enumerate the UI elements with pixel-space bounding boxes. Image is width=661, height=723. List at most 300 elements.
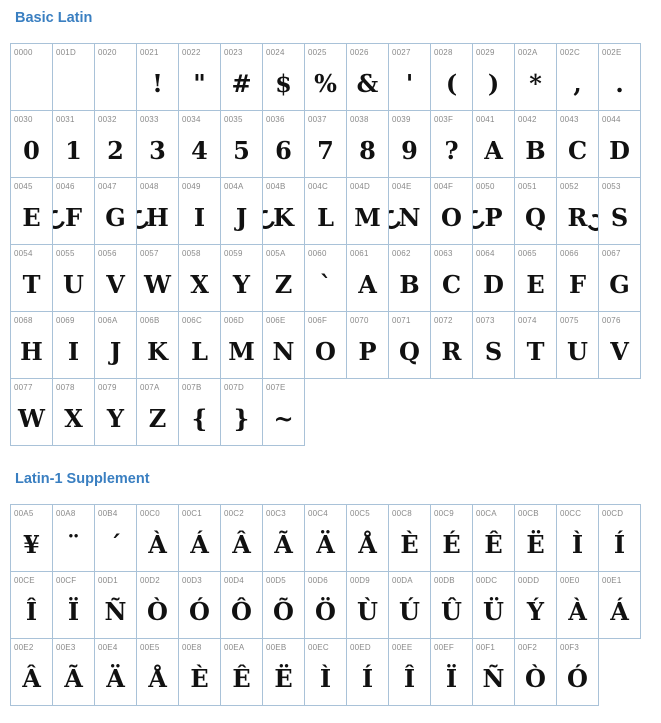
glyph-sample: D — [483, 270, 504, 299]
glyph-cell — [557, 245, 599, 312]
glyph-sample: Ê — [232, 664, 251, 693]
glyph-cell — [221, 178, 263, 245]
glyph-cell — [53, 312, 95, 379]
glyph-sample: P — [473, 203, 514, 233]
glyph-sample: U — [567, 337, 588, 366]
glyph-sample: C — [441, 270, 462, 299]
glyph-code: 0071 — [392, 316, 411, 325]
glyph-cell — [263, 178, 305, 245]
glyph-code: 0063 — [434, 249, 453, 258]
glyph-sample: 8 — [359, 136, 376, 165]
glyph-code: 0028 — [434, 48, 453, 57]
glyph-code: 00D9 — [350, 576, 370, 585]
glyph-code: 0075 — [560, 316, 579, 325]
glyph-cell — [473, 572, 515, 639]
glyph-sample: H — [137, 203, 178, 233]
glyph-code: 0022 — [182, 48, 201, 57]
glyph-sample: 4 — [191, 136, 208, 165]
glyph-code: 0000 — [14, 48, 33, 57]
glyph-cell — [347, 44, 389, 111]
glyph-cell — [263, 572, 305, 639]
glyph-code: 00CE — [14, 576, 35, 585]
glyph-cell — [221, 245, 263, 312]
glyph-code: 002E — [602, 48, 622, 57]
glyph-sample: " — [193, 69, 206, 98]
glyph-sample: Q — [399, 337, 420, 366]
glyph-code: 006B — [140, 316, 160, 325]
glyph-cell — [179, 111, 221, 178]
glyph-cell — [557, 505, 599, 572]
glyph-code: 00EE — [392, 643, 413, 652]
glyph-sample: I — [67, 337, 80, 366]
glyph-code: 00E5 — [140, 643, 160, 652]
glyph-code: 0074 — [518, 316, 537, 325]
glyph-sample: ¨ — [67, 530, 80, 559]
glyph-grid-latin-1-supplement — [10, 504, 641, 706]
glyph-code: 00EF — [434, 643, 454, 652]
glyph-code: 0029 — [476, 48, 495, 57]
glyph-code: 007E — [266, 383, 286, 392]
glyph-sample: Ë — [526, 530, 545, 559]
glyph-sample: S — [610, 203, 629, 232]
glyph-cell — [431, 639, 473, 706]
glyph-sample: Z — [274, 270, 293, 299]
section-title-basic-latin: Basic Latin — [15, 10, 93, 26]
glyph-sample: Ñ — [104, 597, 127, 626]
glyph-sample: Û — [441, 597, 462, 626]
glyph-code: 001D — [56, 48, 76, 57]
glyph-code: 00F2 — [518, 643, 538, 652]
glyph-code: 0043 — [560, 115, 579, 124]
glyph-code: 00DA — [392, 576, 413, 585]
glyph-code: 0070 — [350, 316, 369, 325]
glyph-cell — [95, 379, 137, 446]
glyph-sample: I — [193, 203, 206, 232]
glyph-code: 00A8 — [56, 509, 76, 518]
glyph-sample: Ã — [64, 664, 83, 693]
glyph-cell — [137, 572, 179, 639]
glyph-sample: * — [529, 69, 542, 98]
glyph-sample: Y — [106, 404, 125, 433]
glyph-cell — [263, 44, 305, 111]
glyph-code: 00DC — [476, 576, 498, 585]
glyph-cell — [599, 505, 641, 572]
glyph-code: 00DD — [518, 576, 540, 585]
glyph-cell — [389, 111, 431, 178]
glyph-cell — [347, 312, 389, 379]
glyph-sample: Î — [25, 597, 38, 626]
glyph-cell — [11, 639, 53, 706]
glyph-cell — [179, 312, 221, 379]
glyph-code: 0059 — [224, 249, 243, 258]
glyph-cell — [347, 178, 389, 245]
glyph-sample: F — [53, 203, 94, 233]
glyph-code: 0036 — [266, 115, 285, 124]
glyph-code: 006A — [98, 316, 118, 325]
glyph-cell — [137, 312, 179, 379]
glyph-sample: W — [144, 270, 171, 299]
glyph-code: 007B — [182, 383, 202, 392]
glyph-code: 0027 — [392, 48, 411, 57]
glyph-cell — [473, 178, 515, 245]
glyph-cell — [11, 245, 53, 312]
glyph-cell — [11, 44, 53, 111]
glyph-cell — [179, 379, 221, 446]
glyph-code: 0034 — [182, 115, 201, 124]
glyph-cell — [11, 312, 53, 379]
glyph-sample: 9 — [401, 136, 418, 165]
glyph-sample: 5 — [233, 136, 250, 165]
glyph-cell — [221, 379, 263, 446]
glyph-cell — [305, 44, 347, 111]
glyph-sample: Á — [610, 597, 629, 626]
glyph-code: 0041 — [476, 115, 495, 124]
glyph-sample: ? — [444, 136, 459, 165]
glyph-cell — [137, 505, 179, 572]
glyph-cell — [515, 178, 557, 245]
glyph-cell — [557, 572, 599, 639]
glyph-code: 007A — [140, 383, 160, 392]
glyph-cell — [53, 111, 95, 178]
glyph-code: 00E4 — [98, 643, 118, 652]
glyph-code: 0032 — [98, 115, 117, 124]
glyph-code: 0065 — [518, 249, 537, 258]
glyph-code: 0025 — [308, 48, 327, 57]
glyph-cell — [305, 178, 347, 245]
glyph-cell — [53, 505, 95, 572]
glyph-cell — [95, 111, 137, 178]
glyph-cell — [473, 505, 515, 572]
glyph-cell — [221, 44, 263, 111]
glyph-sample: $ — [275, 69, 292, 98]
glyph-sample: Å — [358, 530, 377, 559]
glyph-sample: Ú — [399, 597, 420, 626]
glyph-cell — [95, 245, 137, 312]
glyph-sample: B — [399, 270, 420, 299]
glyph-sample: Ï — [445, 664, 458, 693]
glyph-sample: 7 — [317, 136, 334, 165]
glyph-code: 0062 — [392, 249, 411, 258]
glyph-sample: J — [235, 203, 248, 232]
glyph-code: 00D3 — [182, 576, 202, 585]
glyph-sample: ( — [445, 69, 458, 98]
glyph-cell — [305, 572, 347, 639]
glyph-cell — [95, 639, 137, 706]
glyph-sample: Z — [148, 404, 167, 433]
glyph-sample: E — [22, 203, 41, 232]
glyph-cell — [473, 245, 515, 312]
glyph-code: 0042 — [518, 115, 537, 124]
glyph-sample: Ï — [67, 597, 80, 626]
glyph-cell — [389, 178, 431, 245]
glyph-code: 00ED — [350, 643, 371, 652]
glyph-cell — [431, 505, 473, 572]
glyph-cell — [137, 44, 179, 111]
glyph-sample: L — [317, 203, 334, 232]
glyph-sample: ´ — [109, 530, 122, 559]
glyph-sample: D — [609, 136, 630, 165]
glyph-code: 00EC — [308, 643, 329, 652]
glyph-code: 0033 — [140, 115, 159, 124]
glyph-code: 00D4 — [224, 576, 244, 585]
glyph-cell — [431, 245, 473, 312]
glyph-cell — [599, 572, 641, 639]
glyph-sample: Ü — [483, 597, 504, 626]
glyph-sample: G — [609, 270, 630, 299]
glyph-sample: Õ — [273, 597, 294, 626]
glyph-cell — [557, 639, 599, 706]
glyph-sample: , — [573, 69, 582, 98]
glyph-cell — [557, 178, 599, 245]
glyph-sample: Ý — [526, 597, 545, 626]
glyph-sample: Q — [525, 203, 546, 232]
glyph-cell — [389, 312, 431, 379]
glyph-cell — [305, 111, 347, 178]
glyph-cell — [221, 572, 263, 639]
glyph-cell — [515, 572, 557, 639]
glyph-cell — [53, 639, 95, 706]
glyph-cell — [11, 572, 53, 639]
glyph-cell — [515, 111, 557, 178]
glyph-cell — [53, 178, 95, 245]
glyph-code: 0076 — [602, 316, 621, 325]
glyph-cell — [221, 312, 263, 379]
glyph-sample: Ñ — [482, 664, 505, 693]
glyph-sample: Ë — [274, 664, 293, 693]
glyph-sample: À — [568, 597, 587, 626]
glyph-sample: È — [400, 530, 419, 559]
glyph-code: 0039 — [392, 115, 411, 124]
glyph-sample: É — [442, 530, 461, 559]
glyph-code: 006C — [182, 316, 202, 325]
glyph-sample: Ù — [357, 597, 378, 626]
glyph-code: 00C5 — [350, 509, 370, 518]
glyph-code: 00CD — [602, 509, 624, 518]
glyph-cell — [179, 245, 221, 312]
glyph-cell — [137, 245, 179, 312]
glyph-sample: { — [191, 404, 208, 433]
glyph-sample: Ó — [567, 664, 588, 693]
glyph-sample: Í — [613, 530, 626, 559]
glyph-code: 006D — [224, 316, 244, 325]
glyph-cell — [95, 312, 137, 379]
glyph-sample: Ô — [231, 597, 252, 626]
glyph-cell — [473, 312, 515, 379]
glyph-cell — [137, 178, 179, 245]
glyph-cell — [557, 44, 599, 111]
glyph-code: 0023 — [224, 48, 243, 57]
glyph-code: 0038 — [350, 115, 369, 124]
glyph-code: 00CA — [476, 509, 497, 518]
glyph-code: 00C0 — [140, 509, 160, 518]
glyph-sample: Ö — [315, 597, 336, 626]
glyph-sample: L — [191, 337, 208, 366]
glyph-code: 00E1 — [602, 576, 622, 585]
glyph-code: 00B4 — [98, 509, 118, 518]
glyph-sample: O — [315, 337, 336, 366]
glyph-code: 0052 — [560, 182, 579, 191]
glyph-sample: Ã — [274, 530, 293, 559]
glyph-code: 00CC — [560, 509, 582, 518]
glyph-sample: Á — [190, 530, 209, 559]
glyph-cell — [95, 178, 137, 245]
glyph-cell — [95, 505, 137, 572]
glyph-sample: } — [233, 404, 250, 433]
glyph-sample: ' — [405, 69, 414, 98]
glyph-code: 0061 — [350, 249, 369, 258]
glyph-sample: F — [568, 270, 587, 299]
glyph-code: 006E — [266, 316, 286, 325]
glyph-sample: J — [109, 337, 122, 366]
glyph-cell — [599, 178, 641, 245]
glyph-code: 004D — [350, 182, 370, 191]
glyph-cell — [599, 44, 641, 111]
glyph-code: 002A — [518, 48, 538, 57]
glyph-cell — [95, 44, 137, 111]
glyph-cell — [179, 572, 221, 639]
glyph-sample: X — [190, 270, 209, 299]
glyph-sample: R — [441, 337, 462, 366]
glyph-code: 00A5 — [14, 509, 34, 518]
glyph-cell — [11, 379, 53, 446]
glyph-code: 006F — [308, 316, 328, 325]
glyph-code: 00E2 — [14, 643, 34, 652]
glyph-code: 005A — [266, 249, 286, 258]
glyph-cell — [347, 111, 389, 178]
glyph-cell — [557, 312, 599, 379]
glyph-cell — [137, 639, 179, 706]
glyph-code: 0058 — [182, 249, 201, 258]
glyph-cell — [263, 245, 305, 312]
glyph-sample: M — [228, 337, 255, 366]
glyph-code: 0067 — [602, 249, 621, 258]
glyph-cell — [473, 44, 515, 111]
glyph-code: 0024 — [266, 48, 285, 57]
glyph-cell — [389, 245, 431, 312]
glyph-sample: C — [567, 136, 588, 165]
glyph-sample: Ä — [106, 664, 125, 693]
glyph-cell — [263, 312, 305, 379]
glyph-cell — [179, 505, 221, 572]
glyph-code: 0021 — [140, 48, 159, 57]
glyph-code: 00E0 — [560, 576, 580, 585]
glyph-code: 0066 — [560, 249, 579, 258]
glyph-sample: 0 — [23, 136, 40, 165]
glyph-code: 0069 — [56, 316, 75, 325]
glyph-code: 0048 — [140, 182, 159, 191]
glyph-code: 00D6 — [308, 576, 328, 585]
glyph-sample: 2 — [107, 136, 124, 165]
glyph-code: 007D — [224, 383, 244, 392]
glyph-code: 0044 — [602, 115, 621, 124]
glyph-code: 0064 — [476, 249, 495, 258]
glyph-code: 0072 — [434, 316, 453, 325]
glyph-sample: & — [356, 69, 379, 98]
glyph-cell — [179, 44, 221, 111]
glyph-cell — [95, 572, 137, 639]
glyph-sample: Í — [361, 664, 374, 693]
glyph-code: 00C2 — [224, 509, 244, 518]
glyph-sample: P — [358, 337, 377, 366]
glyph-code: 0068 — [14, 316, 33, 325]
glyph-sample: À — [148, 530, 167, 559]
glyph-sample: H — [20, 337, 43, 366]
glyph-sample: 1 — [65, 136, 82, 165]
glyph-code: 00C3 — [266, 509, 286, 518]
glyph-cell — [263, 505, 305, 572]
glyph-cell — [389, 44, 431, 111]
glyph-code: 00C1 — [182, 509, 202, 518]
glyph-code: 0047 — [98, 182, 117, 191]
glyph-code: 0053 — [602, 182, 621, 191]
glyph-code: 00C9 — [434, 509, 454, 518]
glyph-code: 0079 — [98, 383, 117, 392]
glyph-cell — [431, 572, 473, 639]
glyph-code: 0031 — [56, 115, 75, 124]
glyph-cell — [431, 44, 473, 111]
glyph-code: 0078 — [56, 383, 75, 392]
glyph-sample: A — [358, 270, 377, 299]
glyph-cell — [347, 245, 389, 312]
glyph-cell — [179, 639, 221, 706]
glyph-code: 00C8 — [392, 509, 412, 518]
glyph-code: 0057 — [140, 249, 159, 258]
glyph-code: 0030 — [14, 115, 33, 124]
glyph-sample: Ê — [484, 530, 503, 559]
glyph-sample: Å — [148, 664, 167, 693]
glyph-code: 0077 — [14, 383, 33, 392]
glyph-code: 004C — [308, 182, 328, 191]
glyph-code: 00E8 — [182, 643, 202, 652]
glyph-code: 00D1 — [98, 576, 118, 585]
glyph-code: 0035 — [224, 115, 243, 124]
glyph-code: 00EA — [224, 643, 245, 652]
glyph-sample: U — [63, 270, 84, 299]
glyph-sample: % — [314, 69, 337, 98]
glyph-cell — [11, 111, 53, 178]
glyph-code: 00DB — [434, 576, 455, 585]
glyph-code: 0060 — [308, 249, 327, 258]
glyph-cell — [137, 111, 179, 178]
glyph-code: 00F3 — [560, 643, 580, 652]
glyph-sample: Ì — [571, 530, 584, 559]
glyph-cell — [221, 505, 263, 572]
glyph-cell — [221, 639, 263, 706]
glyph-sample: G — [105, 203, 126, 232]
glyph-cell — [305, 505, 347, 572]
glyph-code: 002C — [560, 48, 580, 57]
glyph-sample: Â — [232, 530, 251, 559]
glyph-cell — [221, 111, 263, 178]
glyph-sample: K — [263, 203, 304, 233]
glyph-sample: T — [22, 270, 41, 299]
glyph-code: 004F — [434, 182, 454, 191]
glyph-cell — [53, 572, 95, 639]
glyph-code: 00D2 — [140, 576, 160, 585]
glyph-sample: K — [147, 337, 168, 366]
glyph-cell — [263, 639, 305, 706]
glyph-grid-basic-latin — [10, 43, 641, 446]
glyph-code: 004A — [224, 182, 244, 191]
glyph-cell — [515, 639, 557, 706]
glyph-sample: M — [354, 203, 381, 232]
glyph-code: 004E — [392, 182, 412, 191]
glyph-cell — [179, 178, 221, 245]
glyph-cell — [431, 111, 473, 178]
glyph-code: 0050 — [476, 182, 495, 191]
glyph-sample: A — [484, 136, 503, 165]
glyph-cell — [53, 44, 95, 111]
